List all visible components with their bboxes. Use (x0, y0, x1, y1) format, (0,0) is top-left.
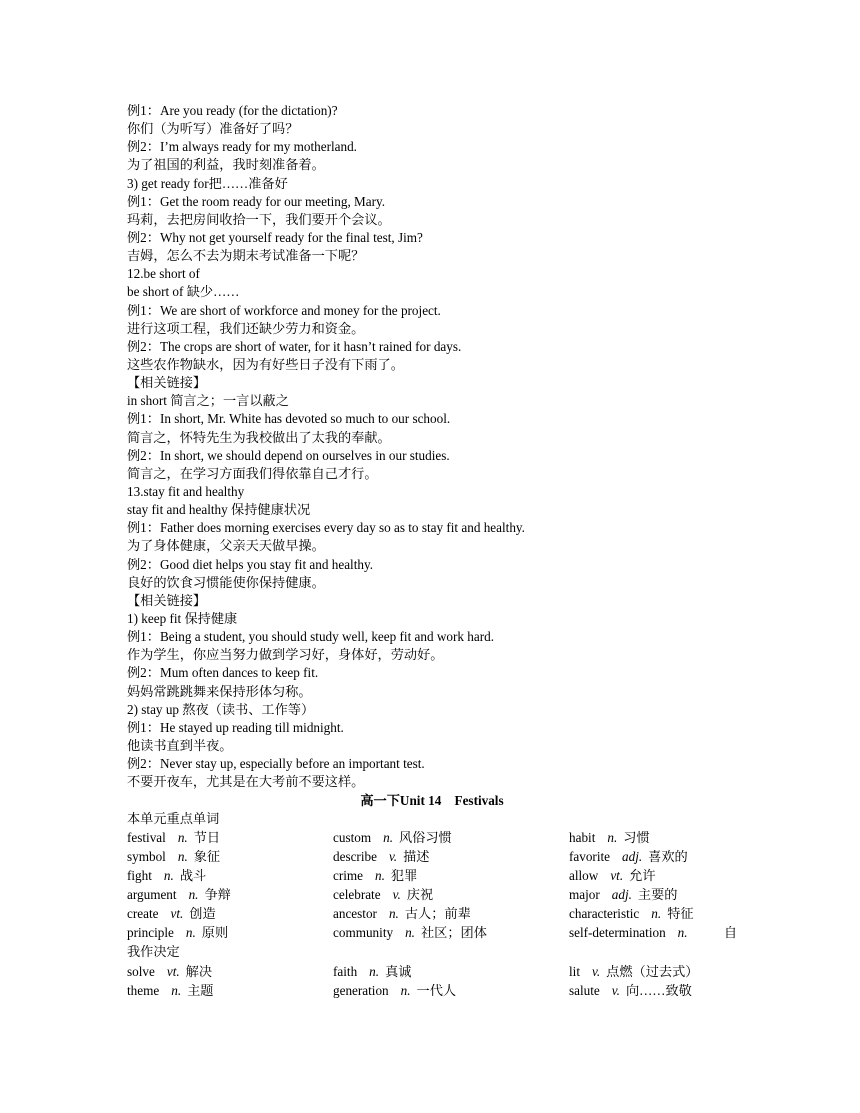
vocab-pos: n. (388, 906, 399, 921)
vocab-entry (333, 866, 417, 885)
text-line: 吉姆，怎么不去为期末考试准备一下呢？ (127, 248, 365, 264)
vocab-entry (569, 962, 698, 981)
text-line: 作为学生，你应当努力做到学习好，身体好，劳动好。 (127, 647, 444, 663)
vocab-meaning: 原则 (201, 925, 229, 940)
vocab-word: theme (127, 983, 160, 998)
vocab-entry (333, 847, 429, 866)
vocab-pos: v. (611, 983, 620, 998)
vocab-pos: n. (177, 830, 188, 845)
vocab-meaning: 特征 (667, 906, 694, 921)
vocab-pos: adj. (622, 849, 643, 864)
vocab-entry (569, 828, 650, 847)
text-line: 例2：I’m always ready for my motherland. (127, 139, 357, 155)
text-line: be short of 缺少…… (127, 284, 240, 300)
vocab-pos: n. (607, 830, 618, 845)
vocab-word: create (127, 906, 159, 921)
text-line: 3) get ready for把……准备好 (127, 175, 288, 191)
vocab-word: festival (127, 830, 166, 845)
text-line: 例1：In short, Mr. White has devoted so much to our school. (127, 411, 451, 427)
vocab-entry (127, 981, 214, 1000)
vocab-entry (127, 866, 206, 885)
vocab-row (127, 904, 737, 923)
text-line: 例2：The crops are short of water, for it hasn’t rained for days. (127, 338, 462, 354)
vocab-entry (569, 904, 694, 923)
vocab-pos: adj. (611, 887, 632, 902)
vocab-row (127, 962, 737, 981)
text-line: 你们（为听写）准备好了吗？ (127, 121, 299, 137)
text-line: 【相关链接】 (127, 592, 207, 608)
vocab-entry (127, 962, 212, 981)
vocab-word: favorite (569, 849, 611, 864)
text-line: 例1：Get the room ready for our meeting, Mary. (127, 193, 386, 209)
vocab-pos: n. (383, 830, 393, 845)
text-line: 12.be short of (127, 266, 200, 282)
vocab-entry (333, 904, 471, 923)
text-line: 【相关链接】 (127, 375, 207, 391)
text-body (127, 102, 747, 828)
vocab-pos: v. (392, 887, 401, 902)
vocab-word: celebrate (333, 887, 381, 902)
vocab-word: community (333, 925, 394, 940)
vocab-meaning: 社区；团体 (420, 925, 487, 940)
vocab-entry (569, 885, 677, 904)
text-line: 简言之，怀特先生为我校做出了太我的奉献。 (127, 429, 391, 445)
vocab-pos: n. (171, 983, 182, 998)
vocab-meaning: 战斗 (179, 868, 207, 883)
vocab-meaning: 风俗习惯 (399, 830, 452, 845)
vocab-meaning: 允许 (629, 868, 656, 883)
vocab-pos: n. (405, 925, 415, 940)
text-line: 良好的饮食习惯能使你保持健康。 (127, 574, 325, 590)
text-line: 例2：Good diet helps you stay fit and healthy. (127, 556, 374, 572)
vocab-entry (127, 885, 231, 904)
vocab-pos: n. (651, 906, 662, 921)
vocab-entry (333, 923, 487, 942)
vocab-entry (333, 981, 456, 1000)
vocab-entry (127, 828, 220, 847)
vocab-word: allow (569, 868, 599, 883)
vocab-wrap-continuation: 我作决定 (127, 944, 180, 959)
vocab-meaning: 创造 (189, 906, 216, 921)
vocab-meaning: 象征 (193, 849, 221, 864)
vocab-meaning: 节日 (193, 830, 221, 845)
vocab-word: faith (333, 964, 358, 979)
vocab-meaning: 主题 (187, 983, 214, 998)
text-line: 例2：Why not get yourself ready for the final test, Jim? (127, 229, 423, 245)
vocab-meaning: 描述 (403, 849, 430, 864)
vocab-pos: v. (388, 849, 398, 864)
vocab-word: principle (127, 925, 174, 940)
vocab-entry (569, 981, 692, 1000)
vocab-word: describe (333, 849, 377, 864)
vocab-pos: n. (400, 983, 411, 998)
text-line: 这些农作物缺水，因为有好些日子没有下雨了。 (127, 356, 404, 372)
text-line: 例2：Never stay up, especially before an important test. (127, 756, 425, 772)
vocab-meaning: 争辩 (204, 887, 231, 902)
vocab-meaning: 向……致敬 (625, 983, 692, 998)
text-line: 为了祖国的利益，我时刻准备着。 (127, 157, 325, 173)
vocab-word: custom (333, 830, 372, 845)
vocab-entry (569, 923, 737, 942)
vocab-entry (127, 847, 220, 866)
vocab-word: lit (569, 964, 580, 979)
text-line: 2) stay up 熬夜（读书、工作等） (127, 701, 315, 717)
vocab-word: symbol (127, 849, 166, 864)
vocab-word: major (569, 887, 600, 902)
vocab-meaning: 一代人 (416, 983, 457, 998)
vocab-word: ancestor (333, 906, 377, 921)
vocab-entry (333, 962, 411, 981)
text-line: 妈妈常跳跳舞来保持形体匀称。 (127, 683, 312, 699)
vocab-intro: 本单元重点单词 (127, 811, 220, 827)
vocab-meaning: 习惯 (623, 830, 650, 845)
unit-heading: 高一下Unit 14 Festivals (360, 793, 504, 809)
text-line: 不要开夜车，尤其是在大考前不要这样。 (127, 774, 365, 790)
text-line: 例1：Father does morning exercises every day so as to stay fit and healthy. (127, 520, 525, 536)
vocab-entry (127, 923, 228, 942)
vocab-word: self-determination (569, 925, 666, 940)
text-line: 例2：In short, we should depend on ourselves in our studies. (127, 447, 450, 463)
vocab-row (127, 828, 737, 847)
vocab-meaning: 主要的 (637, 887, 678, 902)
vocab-word: habit (569, 830, 596, 845)
text-line: 玛莉，去把房间收拾一下，我们要开个会议。 (127, 211, 391, 227)
text-line: in short 简言之；一言以蔽之 (127, 393, 289, 409)
vocab-meaning: 庆祝 (406, 887, 434, 902)
vocab-pos: n. (677, 925, 688, 940)
vocab-entry (569, 866, 656, 885)
vocab-pos: v. (592, 964, 601, 979)
text-line: stay fit and healthy 保持健康状况 (127, 502, 311, 518)
vocab-row (127, 866, 737, 885)
text-line: 13.stay fit and healthy (127, 483, 245, 499)
vocab-entry (333, 885, 433, 904)
vocab-pos: n. (163, 868, 174, 883)
vocab-pos: n. (369, 964, 380, 979)
text-line: 例1：Are you ready (for the dictation)? (127, 103, 338, 118)
vocab-meaning: 解决 (185, 964, 213, 979)
vocab-row (127, 923, 737, 942)
vocab-row (127, 847, 737, 866)
vocab-pos: vt. (166, 964, 180, 979)
vocab-pos: n. (185, 925, 196, 940)
vocab-meaning: 喜欢的 (648, 849, 688, 864)
vocab-meaning: 真诚 (385, 964, 412, 979)
text-line: 例1：Being a student, you should study well, keep fit and work hard. (127, 629, 494, 645)
vocab-pos: n. (375, 868, 385, 883)
vocab-word: characteristic (569, 906, 640, 921)
text-line: 进行这项工程，我们还缺少劳力和资金。 (127, 320, 365, 336)
vocab-word: crime (333, 868, 364, 883)
vocab-meaning: 古人；前辈 (404, 906, 471, 921)
vocab-meaning: 点燃（过去式） (606, 964, 699, 979)
vocab-row (127, 981, 737, 1000)
vocab-meaning: 自 (723, 925, 737, 940)
vocab-pos: n. (188, 887, 199, 902)
text-line: 例1：He stayed up reading till midnight. (127, 719, 344, 735)
vocab-pos: n. (177, 849, 188, 864)
vocab-row (127, 885, 737, 904)
text-line: 例1：We are short of workforce and money for the project. (127, 302, 441, 318)
vocab-entry (569, 847, 688, 866)
text-line: 他读书直到半夜。 (127, 737, 233, 753)
vocab-word: generation (333, 983, 389, 998)
text-line: 1) keep fit 保持健康 (127, 610, 238, 626)
vocab-pos: vt. (170, 906, 184, 921)
text-line: 例2：Mum often dances to keep fit. (127, 665, 319, 681)
vocab-pos: vt. (610, 868, 624, 883)
vocab-entry (127, 904, 216, 923)
text-line: 为了身体健康，父亲天天做早操。 (127, 538, 325, 554)
vocab-word: fight (127, 868, 152, 883)
vocab-entry (333, 828, 452, 847)
text-line: 简言之，在学习方面我们得依靠自己才行。 (127, 465, 378, 481)
vocab-meaning: 犯罪 (390, 868, 418, 883)
vocab-word: argument (127, 887, 177, 902)
vocab-word: solve (127, 964, 155, 979)
vocab-word: salute (569, 983, 600, 998)
